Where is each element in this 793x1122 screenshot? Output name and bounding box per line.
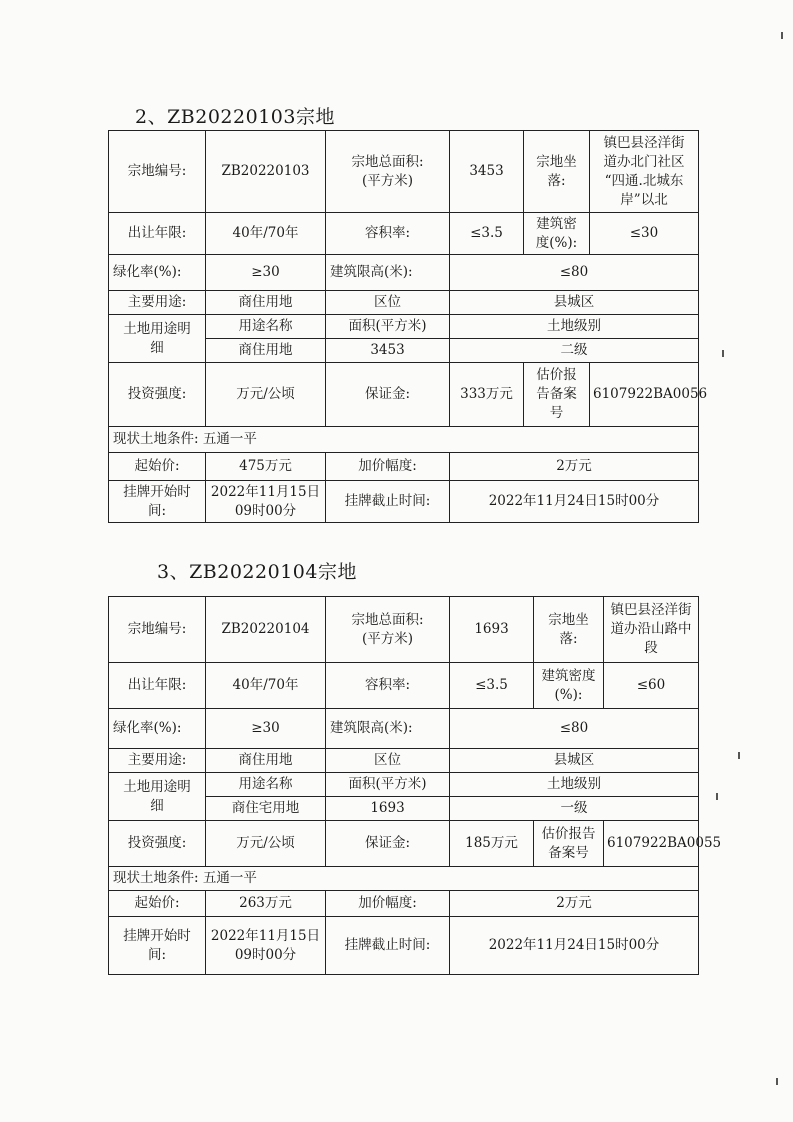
listing-start-label xyxy=(109,917,206,975)
far-label: 容积率: xyxy=(326,663,450,709)
increment-value: 2万元 xyxy=(450,891,699,917)
term-label: 出让年限: xyxy=(109,213,206,255)
zone-value: 县城区 xyxy=(450,749,699,773)
appraisal-record-value: 6107922BA0055 xyxy=(604,821,699,867)
far-value: ≤3.5 xyxy=(450,663,534,709)
use-name-header: 用途名称 xyxy=(206,315,326,339)
location-value-text: 镇巴县泾洋街 道办沿山路中 段 xyxy=(610,602,692,656)
increment-label: 加价幅度: xyxy=(326,891,450,917)
main-use-label: 主要用途: xyxy=(109,291,206,315)
listing-start-label xyxy=(109,481,206,523)
land-condition: 现状土地条件: 五通一平 xyxy=(109,427,699,453)
use-detail-label xyxy=(109,315,206,363)
deposit-value: 185万元 xyxy=(450,821,534,867)
parcel-heading: 2、ZB20220103宗地 xyxy=(135,106,335,128)
density-value: ≤60 xyxy=(604,663,699,709)
use-area-value: 1693 xyxy=(326,797,450,821)
appraisal-record-label-text: 估价报 告备案 号 xyxy=(536,367,577,421)
land-grade-value: 二级 xyxy=(450,339,699,363)
total-area-value: 3453 xyxy=(450,131,524,213)
zone-label: 区位 xyxy=(326,749,450,773)
term-value: 40年/70年 xyxy=(206,213,326,255)
location-value xyxy=(590,131,699,213)
parcel-table xyxy=(108,596,722,975)
density-label-text: 建筑密度 (%): xyxy=(541,667,596,703)
location-label-text: 宗地坐 落: xyxy=(536,153,577,189)
far-label: 容积率: xyxy=(326,213,450,255)
increment-label: 加价幅度: xyxy=(326,453,450,481)
main-use-value: 商住用地 xyxy=(206,749,326,773)
investment-label: 投资强度: xyxy=(109,821,206,867)
increment-value: 2万元 xyxy=(450,453,699,481)
term-label: 出让年限: xyxy=(109,663,206,709)
listing-start-label-text: 挂牌开始时 间: xyxy=(123,927,191,963)
start-price-value: 263万元 xyxy=(206,891,326,917)
investment-value: 万元/公顷 xyxy=(206,821,326,867)
land-grade-value: 一级 xyxy=(450,797,699,821)
deposit-value: 333万元 xyxy=(450,363,524,427)
listing-start-value-text: 2022年11月15日 09时00分 xyxy=(210,927,321,963)
land-condition: 现状土地条件: 五通一平 xyxy=(109,867,699,891)
parcel-code-value: ZB20220104 xyxy=(206,597,326,663)
green-rate-label: 绿化率(%): xyxy=(109,709,206,749)
use-detail-label xyxy=(109,773,206,821)
height-limit-value: ≤80 xyxy=(450,709,699,749)
total-area-label xyxy=(326,597,450,663)
scan-speck xyxy=(776,1078,778,1085)
start-price-label: 起始价: xyxy=(109,891,206,917)
location-value xyxy=(604,597,699,663)
appraisal-record-label-text: 估价报告 备案号 xyxy=(541,825,596,861)
height-limit-label: 建筑限高(米): xyxy=(326,709,450,749)
land-grade-header: 土地级别 xyxy=(450,315,699,339)
parcel-table xyxy=(108,130,708,523)
total-area-label-text: 宗地总面积: (平方米) xyxy=(351,153,424,189)
green-rate-value: ≥30 xyxy=(206,255,326,291)
location-label-text: 宗地坐 落: xyxy=(548,611,589,647)
green-rate-label: 绿化率(%): xyxy=(109,255,206,291)
start-price-label: 起始价: xyxy=(109,453,206,481)
total-area-value: 1693 xyxy=(450,597,534,663)
zone-value: 县城区 xyxy=(450,291,699,315)
main-use-label: 主要用途: xyxy=(109,749,206,773)
scan-speck xyxy=(738,752,740,759)
land-grade-header: 土地级别 xyxy=(450,773,699,797)
use-name-value: 商住宅用地 xyxy=(206,797,326,821)
scan-speck xyxy=(716,793,718,800)
use-area-header: 面积(平方米) xyxy=(326,315,450,339)
term-value: 40年/70年 xyxy=(206,663,326,709)
total-area-label-text: 宗地总面积: (平方米) xyxy=(351,611,424,647)
start-price-value: 475万元 xyxy=(206,453,326,481)
density-label xyxy=(524,213,590,255)
use-detail-label-text: 土地用途明 细 xyxy=(123,320,191,356)
location-label xyxy=(524,131,590,213)
use-name-value: 商住用地 xyxy=(206,339,326,363)
listing-start-label-text: 挂牌开始时 间: xyxy=(123,483,191,519)
listing-end-label: 挂牌截止时间: xyxy=(326,481,450,523)
density-value: ≤30 xyxy=(590,213,699,255)
use-area-header: 面积(平方米) xyxy=(326,773,450,797)
zone-label: 区位 xyxy=(326,291,450,315)
appraisal-record-label xyxy=(524,363,590,427)
far-value: ≤3.5 xyxy=(450,213,524,255)
deposit-label: 保证金: xyxy=(326,363,450,427)
appraisal-record-label xyxy=(534,821,604,867)
scan-speck xyxy=(722,350,724,357)
use-detail-label-text: 土地用途明 细 xyxy=(123,778,191,814)
location-label xyxy=(534,597,604,663)
listing-start-value xyxy=(206,917,326,975)
density-label xyxy=(534,663,604,709)
listing-end-value: 2022年11月24日15时00分 xyxy=(450,917,699,975)
density-label-text: 建筑密 度(%): xyxy=(535,215,578,251)
parcel-heading: 3、ZB20220104宗地 xyxy=(157,561,357,583)
listing-end-label: 挂牌截止时间: xyxy=(326,917,450,975)
use-area-value: 3453 xyxy=(326,339,450,363)
use-name-header: 用途名称 xyxy=(206,773,326,797)
parcel-code-label: 宗地编号: xyxy=(109,131,206,213)
location-value-text: 镇巴县泾洋街 道办北门社区 “四通.北城东 岸”以北 xyxy=(603,134,685,208)
height-limit-label: 建筑限高(米): xyxy=(326,255,450,291)
green-rate-value: ≥30 xyxy=(206,709,326,749)
listing-start-value xyxy=(206,481,326,523)
main-use-value: 商住用地 xyxy=(206,291,326,315)
parcel-code-value: ZB20220103 xyxy=(206,131,326,213)
height-limit-value: ≤80 xyxy=(450,255,699,291)
investment-label: 投资强度: xyxy=(109,363,206,427)
parcel-code-label: 宗地编号: xyxy=(109,597,206,663)
scan-speck xyxy=(781,32,783,39)
appraisal-record-value: 6107922BA0056 xyxy=(590,363,699,427)
listing-end-value: 2022年11月24日15时00分 xyxy=(450,481,699,523)
investment-value: 万元/公顷 xyxy=(206,363,326,427)
deposit-label: 保证金: xyxy=(326,821,450,867)
total-area-label xyxy=(326,131,450,213)
listing-start-value-text: 2022年11月15日 09时00分 xyxy=(210,483,321,519)
